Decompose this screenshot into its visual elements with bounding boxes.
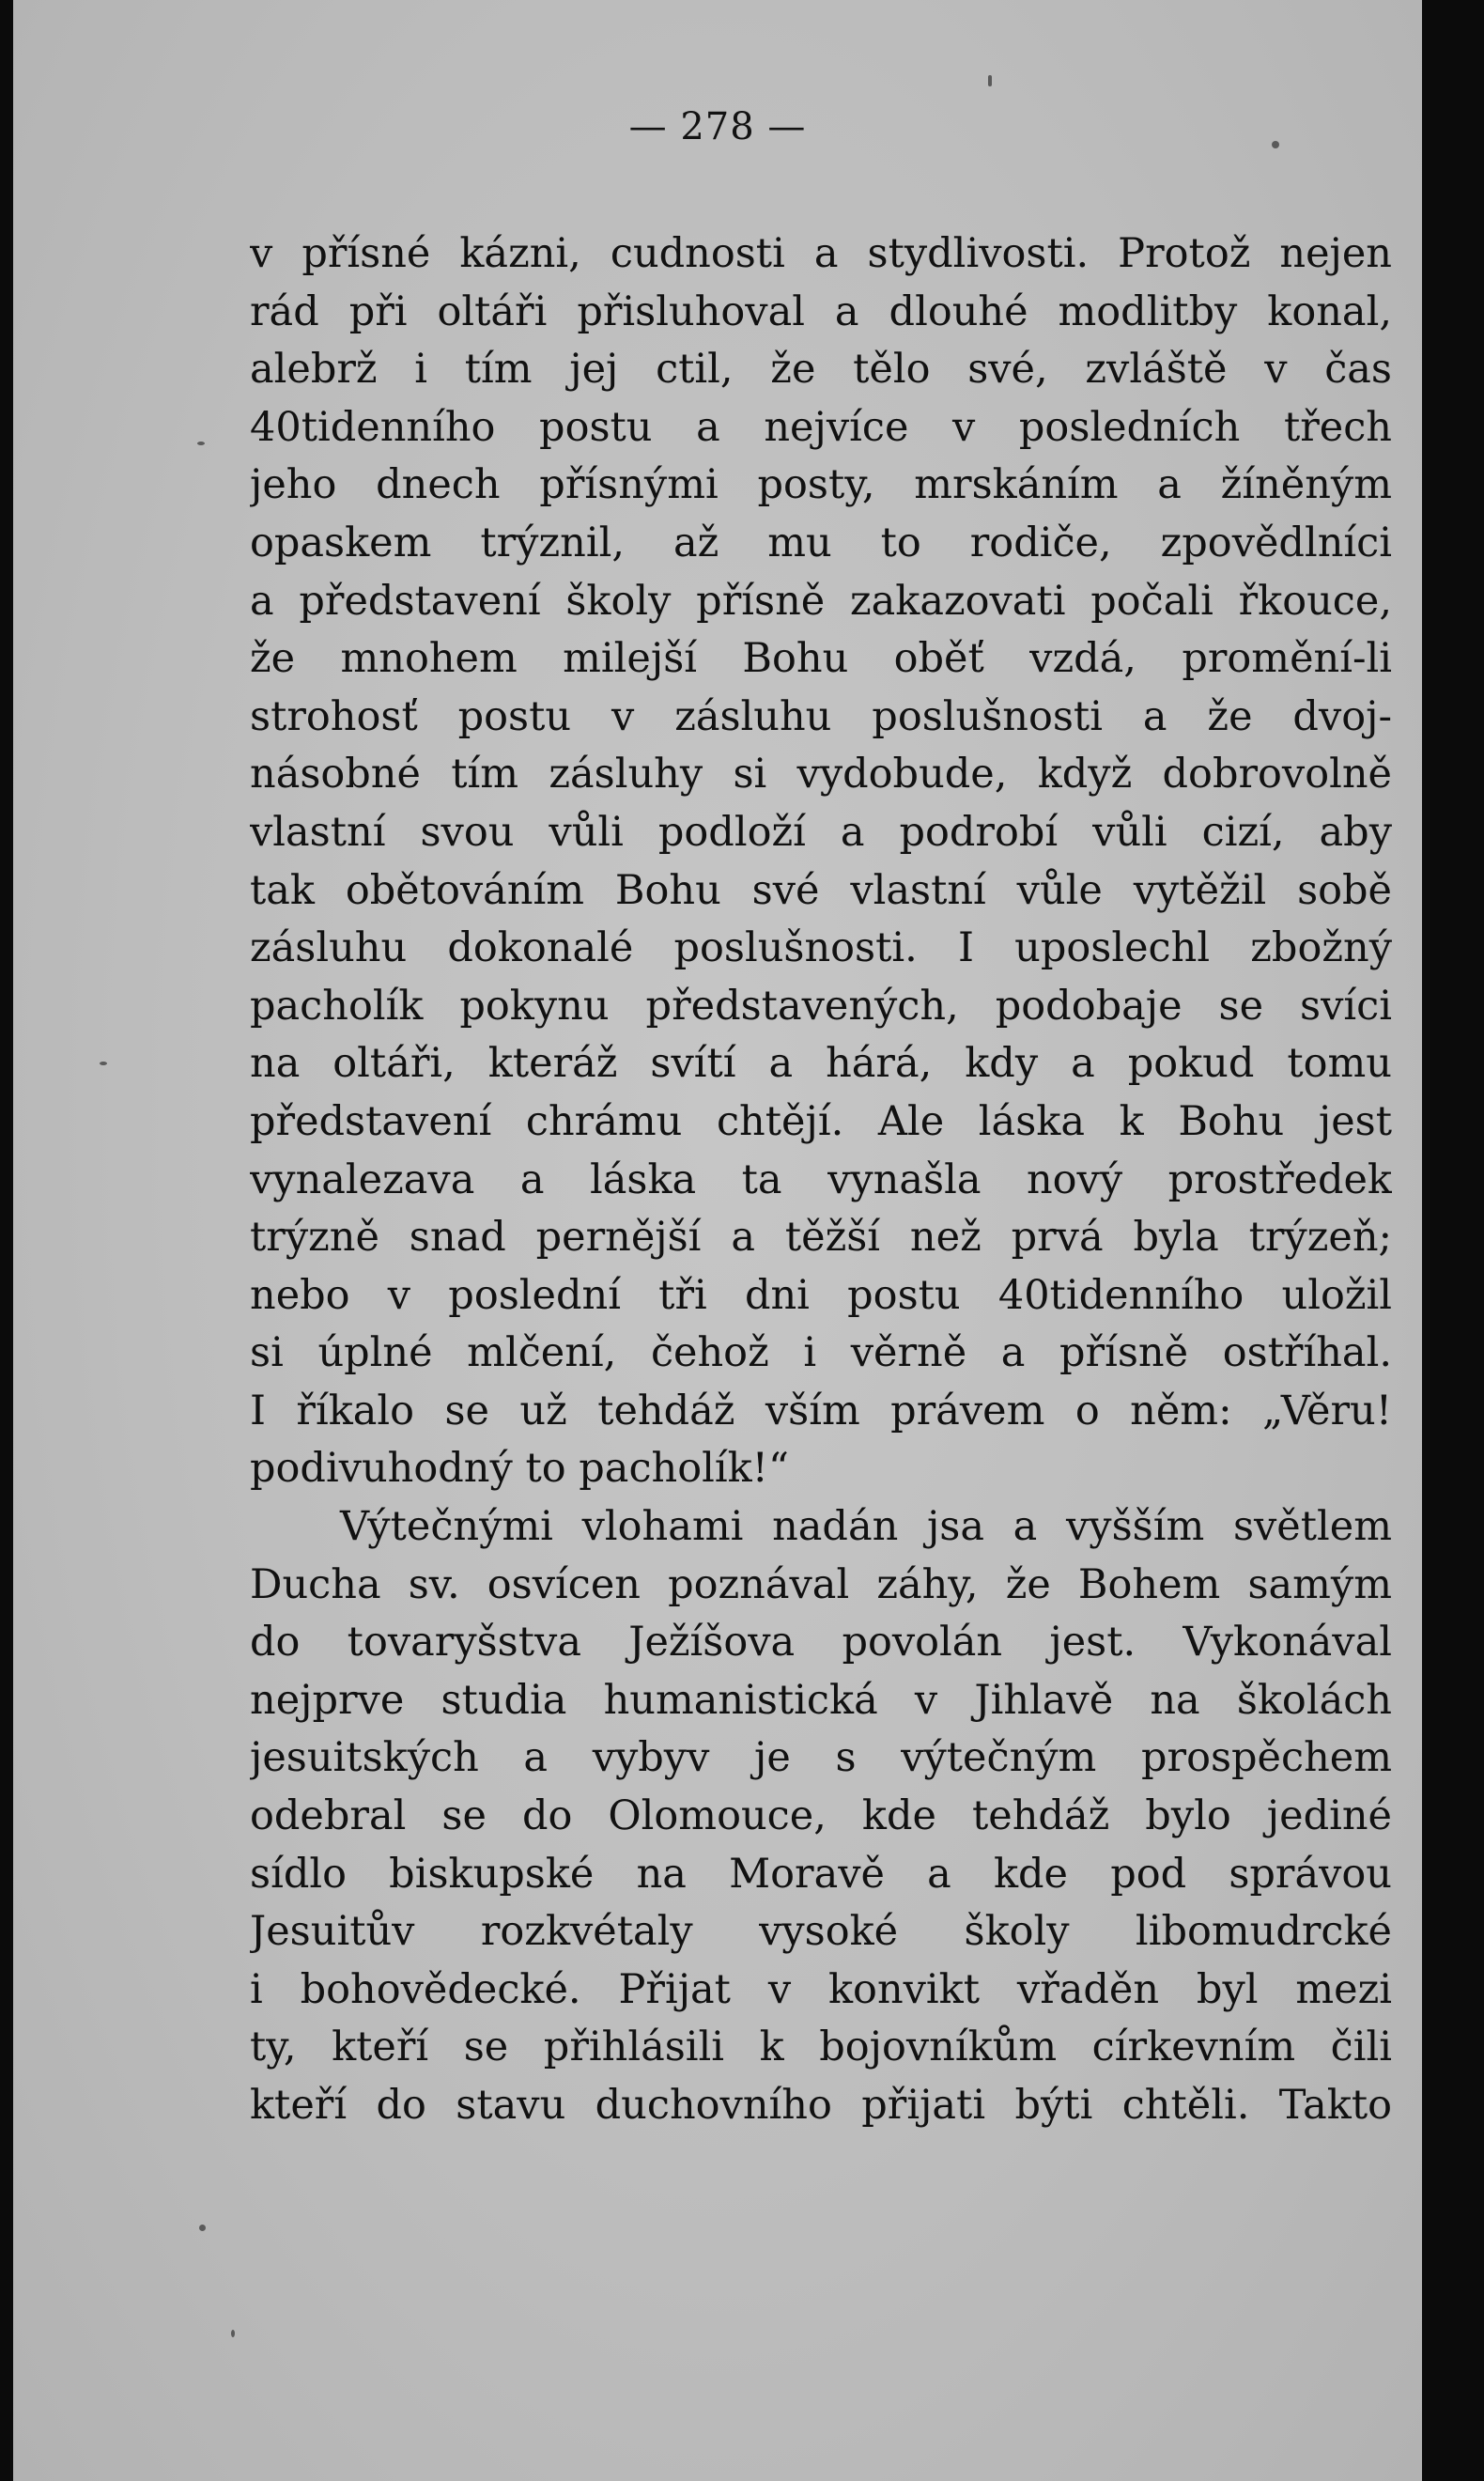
ink-speck — [100, 1062, 107, 1065]
ink-speck — [988, 75, 992, 86]
text-line: 40tidenního postu a nejvíce v posledních třech — [250, 403, 1392, 451]
text-line: v přísné kázni, cudnosti a stydlivosti. Protož nejen — [250, 230, 1392, 277]
text-line: rád při oltáři přisluhoval a dlouhé modlitby konal, — [250, 287, 1392, 335]
text-line: jeho dnech přísnými posty, mrskáním a žíněným — [250, 461, 1392, 509]
text-line: nebo v poslední tři dni postu 40tidenního uložil — [250, 1271, 1392, 1319]
text-line: Ducha sv. osvícen poznával záhy, že Bohem samým — [250, 1560, 1392, 1608]
text-line: ty, kteří se přihlásili k bojovníkům církevním čili — [250, 2024, 1392, 2071]
text-line: že mnohem milejší Bohu oběť vzdá, promění-li — [250, 635, 1392, 683]
text-line: zásluhu dokonalé poslušnosti. I uposlechl zbožný — [250, 924, 1392, 972]
text-line: i bohovědecké. Přijat v konvikt vřaděn byl mezi — [250, 1965, 1392, 2013]
text-line: sídlo biskupské na Moravě a kde pod správou — [250, 1850, 1392, 1898]
text-line: opaskem trýznil, až mu to rodiče, zpovědlníci — [250, 519, 1392, 566]
ink-speck — [231, 2330, 235, 2337]
text-line: Jesuitův rozkvétaly vysoké školy libomudrcké — [250, 1908, 1392, 1956]
book-page — [13, 0, 1422, 2481]
text-line: alebrž i tím jej ctil, že tělo své, zvláště v čas — [250, 346, 1392, 394]
text-line: kteří do stavu duchovního přijati býti chtěli. Takto — [250, 2082, 1392, 2129]
body-text — [250, 225, 1392, 2135]
ink-speck — [197, 442, 205, 445]
page-number: — 278 — — [628, 105, 807, 148]
text-line: tak obětováním Bohu své vlastní vůle vytěžil sobě — [250, 866, 1392, 914]
paragraph-start-line: Výtečnými vlohami nadán jsa a vyšším světlem — [340, 1503, 1392, 1551]
ink-speck — [199, 2225, 206, 2231]
text-line: I říkalo se už tehdáž vším právem o něm: „Věru! — [250, 1387, 1392, 1434]
text-line: strohosť postu v zásluhu poslušnosti a že dvoj- — [250, 692, 1392, 740]
text-line: vynalezava a láska ta vynašla nový prostředek — [250, 1155, 1392, 1203]
text-line: představení chrámu chtějí. Ale láska k Bohu jest — [250, 1097, 1392, 1145]
text-line: a představení školy přísně zakazovati počali řkouce, — [250, 577, 1392, 625]
text-line: odebral se do Olomouce, kde tehdáž bylo jediné — [250, 1792, 1392, 1840]
text-line: trýzně snad pernější a těžší než prvá byla trýzeň; — [250, 1214, 1392, 1262]
text-line: pacholík pokynu představených, podobaje se svíci — [250, 982, 1392, 1030]
paragraph-end-line: podivuhodný to pacholík!“ — [250, 1445, 789, 1493]
text-line: na oltáři, kteráž svítí a hárá, kdy a pokud tomu — [250, 1040, 1392, 1088]
text-line: do tovaryšstva Ježíšova povolán jest. Vykonával — [250, 1619, 1392, 1667]
text-line: vlastní svou vůli podloží a podrobí vůli cizí, aby — [250, 808, 1392, 856]
text-line: násobné tím zásluhy si vydobude, když dobrovolně — [250, 751, 1392, 799]
text-line: si úplné mlčení, čehož i věrně a přísně ostříhal. — [250, 1329, 1392, 1377]
text-line: nejprve studia humanistická v Jihlavě na školách — [250, 1676, 1392, 1724]
text-line: jesuitských a vybyv je s výtečným prospěchem — [250, 1734, 1392, 1782]
